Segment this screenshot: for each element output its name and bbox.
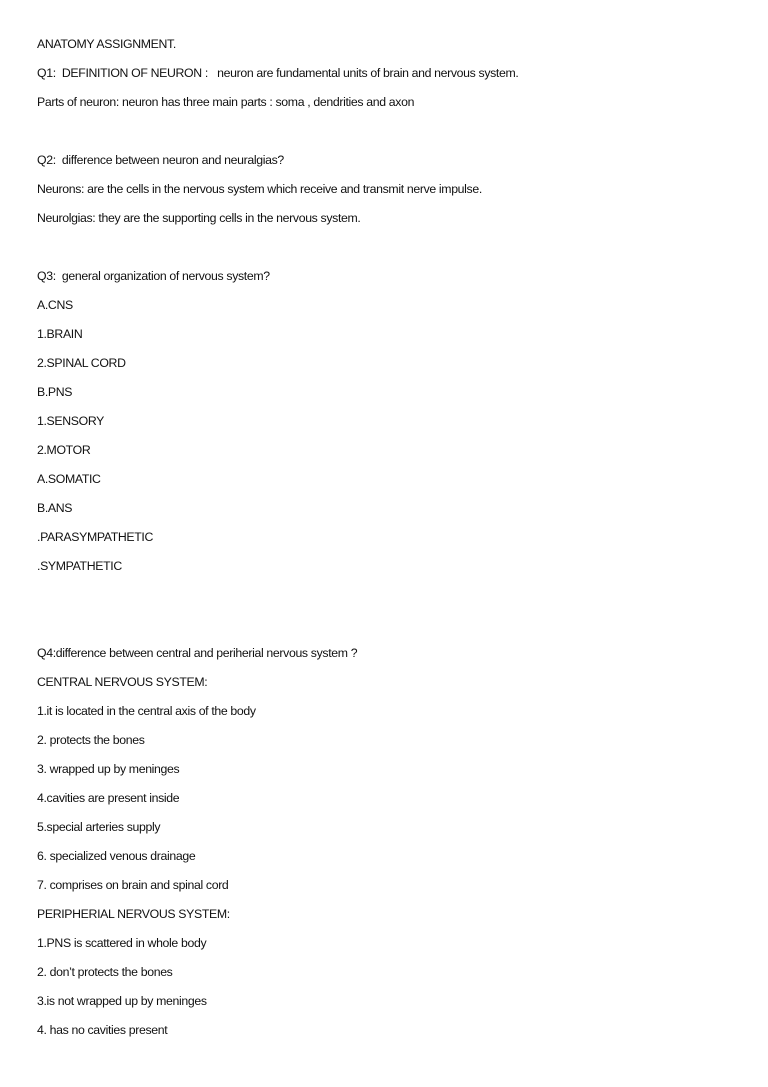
q2-question: Q2: difference between neuron and neuralgias? bbox=[37, 153, 284, 167]
spacer bbox=[37, 122, 737, 151]
q3-question: Q3: general organization of nervous system? bbox=[37, 269, 270, 283]
q3-item: 2.MOTOR bbox=[37, 443, 91, 457]
spacer bbox=[37, 238, 737, 267]
q3-item: 1.BRAIN bbox=[37, 327, 83, 341]
cns-heading: CENTRAL NERVOUS SYSTEM: bbox=[37, 675, 208, 689]
q3-item: .SYMPATHETIC bbox=[37, 559, 122, 573]
pns-item: 4. has no cavities present bbox=[37, 1023, 168, 1037]
document-body bbox=[37, 35, 737, 1050]
pns-item: 2. don’t protects the bones bbox=[37, 965, 173, 979]
q3-item: 1.SENSORY bbox=[37, 414, 105, 428]
spacer bbox=[37, 615, 737, 644]
q1-question: Q1: DEFINITION OF NEURON : neuron are fundamental units of brain and nervous system. bbox=[37, 66, 519, 80]
q4-question: Q4:difference between central and periherial nervous system ? bbox=[37, 646, 358, 660]
cns-item: 4.cavities are present inside bbox=[37, 791, 180, 805]
pns-item: 1.PNS is scattered in whole body bbox=[37, 936, 207, 950]
q2-neurons: Neurons: are the cells in the nervous system which receive and transmit nerve impulse. bbox=[37, 182, 482, 196]
q3-item: .PARASYMPATHETIC bbox=[37, 530, 154, 544]
q3-item: 2.SPINAL CORD bbox=[37, 356, 126, 370]
q3-item: B.ANS bbox=[37, 501, 73, 515]
cns-item: 7. comprises on brain and spinal cord bbox=[37, 878, 229, 892]
document-title: ANATOMY ASSIGNMENT. bbox=[37, 37, 176, 51]
q3-item: A.SOMATIC bbox=[37, 472, 101, 486]
cns-item: 1.it is located in the central axis of the body bbox=[37, 704, 256, 718]
cns-item: 5.special arteries supply bbox=[37, 820, 161, 834]
spacer bbox=[37, 586, 737, 615]
q2-neuroglias: Neurolgias: they are the supporting cells in the nervous system. bbox=[37, 211, 361, 225]
cns-item: 3. wrapped up by meninges bbox=[37, 762, 180, 776]
pns-heading: PERIPHERIAL NERVOUS SYSTEM: bbox=[37, 907, 230, 921]
q1-parts: Parts of neuron: neuron has three main parts : soma , dendrities and axon bbox=[37, 95, 415, 109]
pns-item: 3.is not wrapped up by meninges bbox=[37, 994, 207, 1008]
q3-item: B.PNS bbox=[37, 385, 73, 399]
q3-item: A.CNS bbox=[37, 298, 73, 312]
cns-item: 6. specialized venous drainage bbox=[37, 849, 196, 863]
cns-item: 2. protects the bones bbox=[37, 733, 145, 747]
